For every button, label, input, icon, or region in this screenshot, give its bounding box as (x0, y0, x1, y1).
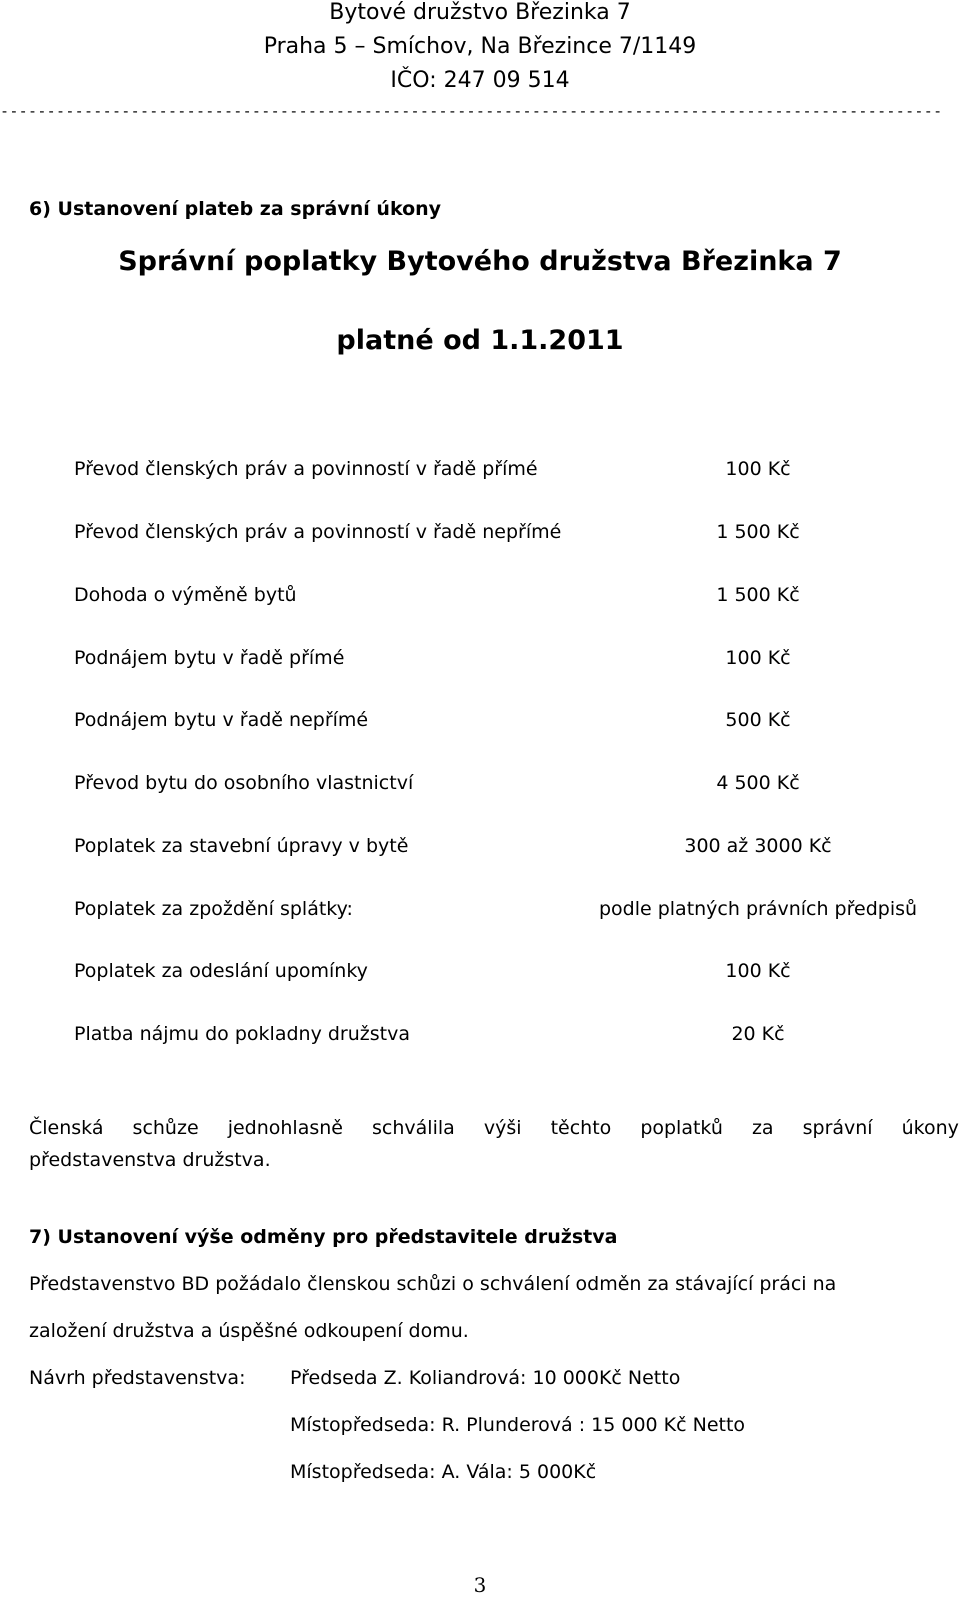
fee-label: Podnájem bytu v řadě přímé (74, 647, 345, 669)
word: výši (483, 1117, 522, 1139)
header-separator: ----------------------------------------------------------------------------------------------------- (0, 102, 943, 120)
fee-value: 100 Kč (725, 458, 791, 480)
word: za (751, 1117, 774, 1139)
cooperative-address: Praha 5 – Smíchov, Na Březince 7/1149 (263, 34, 697, 59)
fee-value: 500 Kč (725, 709, 791, 731)
fee-value: 300 až 3000 Kč (684, 835, 832, 857)
fee-label: Dohoda o výměně bytů (74, 584, 297, 606)
fee-value: 20 Kč (731, 1023, 785, 1045)
fee-label: Převod členských práv a povinností v řadě nepřímé (74, 521, 562, 543)
proposal-chairman: Předseda Z. Koliandrová: 10 000Kč Netto (290, 1367, 681, 1389)
proposal-label: Návrh představenstva: (29, 1367, 246, 1389)
fee-value: 4 500 Kč (716, 772, 800, 794)
word: úkony (901, 1117, 959, 1139)
fee-value: podle platných právních předpisů (598, 898, 918, 920)
fee-value: 100 Kč (725, 647, 791, 669)
word: poplatků (640, 1117, 723, 1139)
fee-label: Poplatek za zpoždění splátky: (74, 898, 353, 920)
approval-text-line2: představenstva družstva. (29, 1149, 271, 1171)
section-7-text-line2: založení družstva a úspěšné odkoupení domu. (29, 1320, 469, 1342)
fee-label: Podnájem bytu v řadě nepřímé (74, 709, 369, 731)
page-number: 3 (473, 1573, 487, 1597)
cooperative-name: Bytové družstvo Březinka 7 (329, 0, 631, 25)
fees-valid-from: platné od 1.1.2011 (336, 325, 624, 356)
word: schůze (132, 1117, 199, 1139)
word: těchto (550, 1117, 612, 1139)
word: správní (802, 1117, 873, 1139)
approval-text-line1 (29, 1117, 959, 1139)
proposal-vice-chairman-2: Místopředseda: A. Vála: 5 000Kč (290, 1461, 597, 1483)
cooperative-ico: IČO: 247 09 514 (390, 68, 570, 93)
fees-title: Správní poplatky Bytového družstva Březinka 7 (118, 246, 842, 277)
word: jednohlasně (227, 1117, 343, 1139)
fee-value: 100 Kč (725, 960, 791, 982)
fee-value: 1 500 Kč (716, 521, 800, 543)
fee-label: Platba nájmu do pokladny družstva (74, 1023, 410, 1045)
fee-label: Poplatek za stavební úpravy v bytě (74, 835, 409, 857)
word: schválila (372, 1117, 455, 1139)
fee-label: Poplatek za odeslání upomínky (74, 960, 368, 982)
proposal-vice-chairman-1: Místopředseda: R. Plunderová : 15 000 Kč Netto (290, 1414, 746, 1436)
fee-value: 1 500 Kč (716, 584, 800, 606)
section-6-heading: 6) Ustanovení plateb za správní úkony (29, 198, 442, 220)
word: Členská (29, 1117, 104, 1139)
section-7-text-line1: Představenstvo BD požádalo členskou schůzi o schválení odměn za stávající práci na (29, 1273, 837, 1295)
fee-label: Převod členských práv a povinností v řadě přímé (74, 458, 538, 480)
section-7-heading: 7) Ustanovení výše odměny pro představitele družstva (29, 1226, 618, 1248)
fee-label: Převod bytu do osobního vlastnictví (74, 772, 414, 794)
